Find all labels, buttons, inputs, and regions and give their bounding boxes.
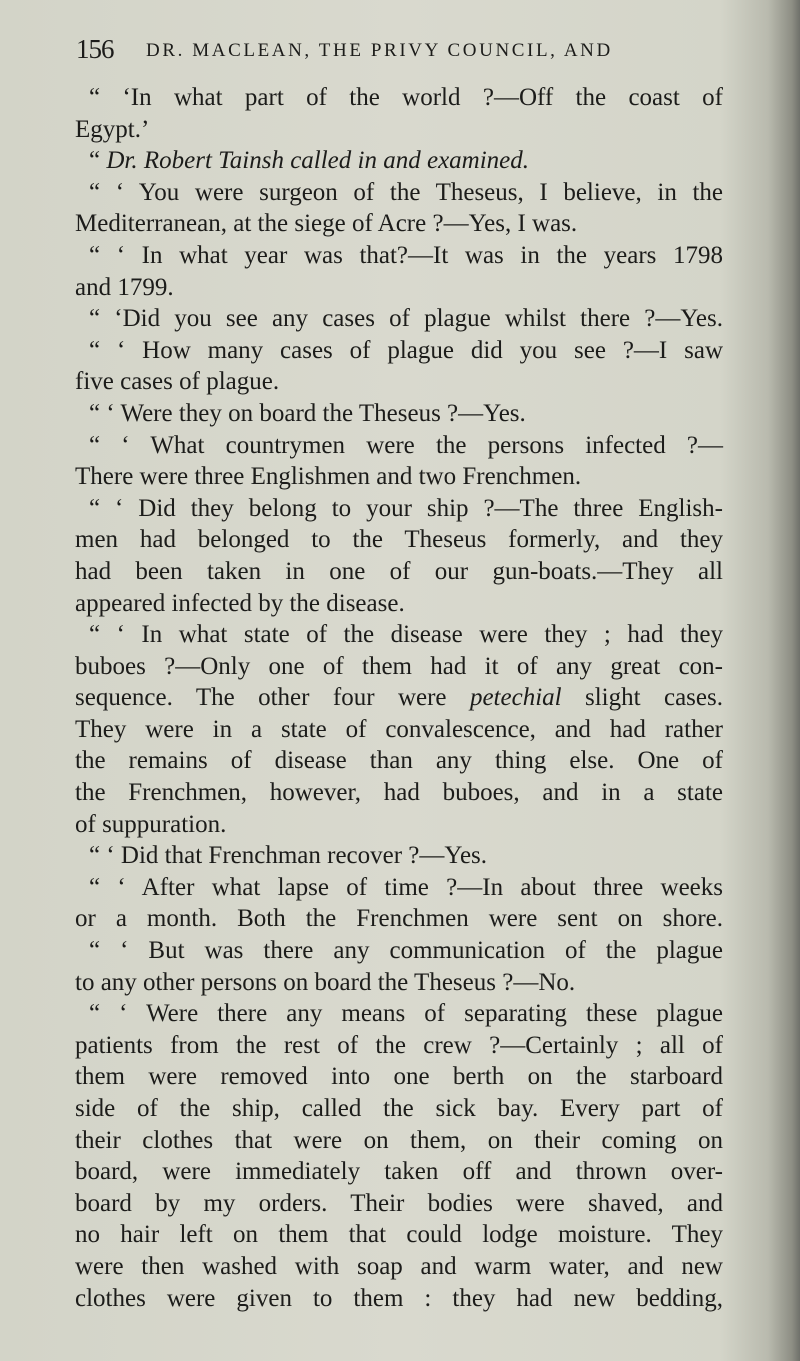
line-text: of suppuration.: [75, 810, 227, 838]
text-line: [75, 998, 723, 1030]
page-header: [76, 34, 726, 66]
text-line: [75, 1188, 723, 1220]
text-line: [75, 588, 723, 620]
line-text: them were removed into one berth on the starboard: [75, 1063, 723, 1091]
text-line: [75, 398, 723, 430]
text-line: [75, 556, 723, 588]
line-text: five cases of plague.: [75, 368, 280, 396]
text-line: [75, 651, 723, 683]
text-line: [75, 461, 723, 493]
line-text: “ ‘ You were surgeon of the Theseus, I believe, in the: [89, 178, 723, 206]
line-text: clothes were given to them : they had new bedding,: [75, 1284, 723, 1312]
text-line: [75, 682, 723, 714]
text-line: [75, 777, 723, 809]
text-line: [75, 1219, 723, 1251]
text-line: [75, 967, 723, 999]
text-line: [75, 619, 723, 651]
line-text: no hair left on them that could lodge moisture. They: [75, 1221, 723, 1249]
line-text: “ ‘ Did they belong to your ship ?—The three English-: [89, 494, 723, 522]
text-line: [75, 1093, 723, 1125]
text-line: [75, 745, 723, 777]
line-text: sequence. The other four were: [75, 684, 470, 712]
text-line: [75, 1251, 723, 1283]
line-text: “ ‘ After what lapse of time ?—In about three weeks: [89, 873, 723, 901]
line-text: Mediterranean, at the siege of Acre ?—Yes, I was.: [75, 210, 578, 238]
line-text: board, were immediately taken off and thrown over-: [75, 1158, 723, 1186]
line-text: their clothes that were on them, on their coming on: [75, 1126, 723, 1154]
text-line: [75, 714, 723, 746]
italic-text: petechial: [469, 684, 562, 712]
text-line: [75, 430, 723, 462]
line-text: the remains of disease than any thing else. One of: [75, 747, 723, 775]
line-text: were then washed with soap and warm water, and new: [75, 1252, 723, 1280]
line-text: “ ‘Did you see any cases of plague whilst there ?—Yes.: [89, 305, 723, 333]
line-text: appeared infected by the disease.: [75, 589, 405, 617]
line-text: patients from the rest of the crew ?—Certainly ; all of: [75, 1031, 723, 1059]
text-line: [75, 114, 723, 146]
text-line: [75, 1061, 723, 1093]
line-text: board by my orders. Their bodies were shaved, and: [75, 1189, 723, 1217]
text-line: [75, 272, 723, 304]
line-text: slight cases.: [561, 684, 723, 712]
line-text: “ ‘In what part of the world ?—Off the coast of: [89, 84, 723, 111]
text-line: [75, 1156, 723, 1188]
text-line: [75, 872, 723, 904]
line-text: had been taken in one of our gun-boats.—They all: [75, 557, 723, 585]
text-line: [75, 1283, 723, 1315]
text-line: [75, 809, 723, 841]
line-text: buboes ?—Only one of them had it of any great con-: [75, 652, 723, 680]
text-line: [75, 208, 723, 240]
text-line: [75, 303, 723, 335]
line-text: to any other persons on board the Theseus ?—No.: [75, 968, 576, 996]
line-text: “ ‘ But was there any communication of the plague: [89, 937, 723, 965]
line-text: and 1799.: [75, 273, 174, 301]
line-text: the Frenchmen, however, had buboes, and in a state: [75, 779, 723, 807]
text-line: [75, 82, 723, 114]
text-line: [75, 366, 723, 398]
page-number: 156: [76, 34, 114, 64]
italic-text: Dr. Robert Tainsh called in and examined.: [106, 147, 530, 175]
text-line: [75, 935, 723, 967]
text-line: [75, 903, 723, 935]
line-text: There were three Englishmen and two Frenchmen.: [75, 463, 582, 491]
line-text: “ ‘ In what year was that?—It was in the years 1798: [89, 241, 723, 269]
line-text: “ ‘ What countrymen were the persons infected ?—: [89, 431, 723, 459]
line-text: men had belonged to the Theseus formerly, and they: [75, 526, 723, 554]
text-line: [75, 524, 723, 556]
text-line: [75, 1125, 723, 1157]
line-text: side of the ship, called the sick bay. Every part of: [75, 1095, 723, 1122]
text-line: [75, 145, 723, 177]
text-line: [75, 1030, 723, 1062]
line-text: Egypt.’: [75, 115, 150, 143]
text-line: [75, 840, 723, 872]
text-line: [75, 493, 723, 525]
line-text: “: [89, 147, 107, 175]
line-text: “ ‘ Were they on board the Theseus ?—Yes.: [89, 399, 526, 427]
text-line: [75, 177, 723, 209]
text-line: [75, 335, 723, 367]
text-line: [75, 240, 723, 272]
line-text: or a month. Both the Frenchmen were sent on shore.: [75, 905, 723, 933]
running-title: DR. MACLEAN, THE PRIVY COUNCIL, AND: [146, 40, 613, 61]
line-text: They were in a state of convalescence, and had rather: [75, 715, 723, 743]
line-text: “ ‘ Were there any means of separating these plague: [89, 1000, 723, 1028]
line-text: “ ‘ How many cases of plague did you see ?—I saw: [89, 336, 723, 364]
line-text: “ ‘ In what state of the disease were they ; had they: [89, 621, 723, 649]
page-body-text: [75, 82, 723, 1314]
line-text: “ ‘ Did that Frenchman recover ?—Yes.: [89, 842, 488, 870]
